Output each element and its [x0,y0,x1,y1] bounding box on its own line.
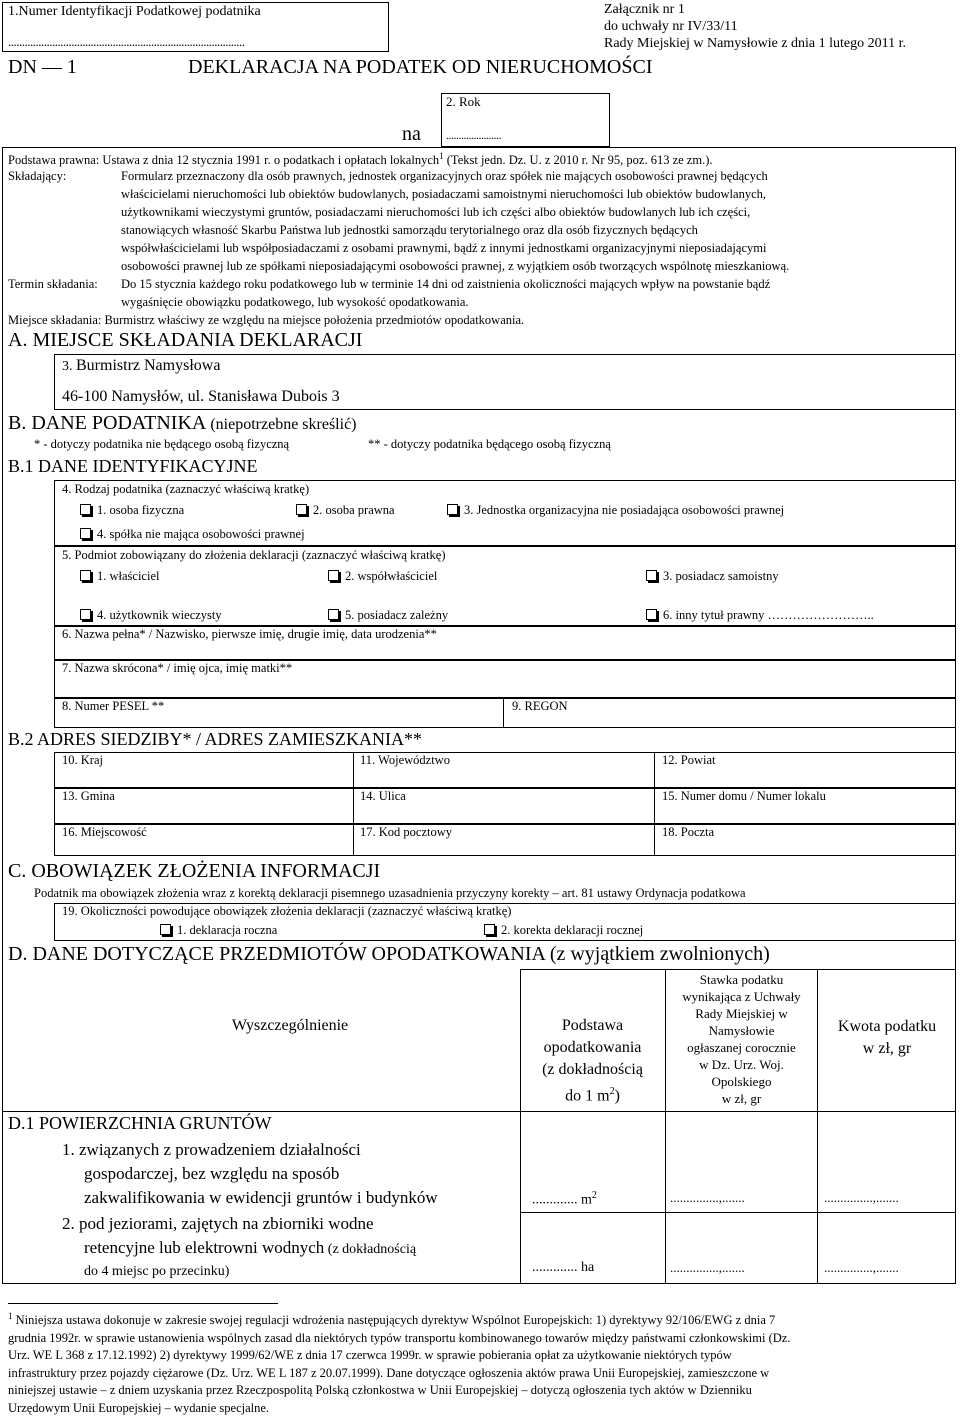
year-input[interactable]: ...................... [446,128,501,142]
d-col-stawka-l5: ogłaszanej corocznie [687,1040,796,1055]
legal-basis: Podstawa prawna: Ustawa z dnia 12 stycznia 1991 r. o podatkach i opłatach lokalnych$^1$ (Tekst jedn. Dz. U. z 2010 r. Nr 95, poz. 613 ze zm.). [8,151,713,168]
skladajacy-text-4: stanowiących własność Skarbu Państwa lub jednostki samorządu terytorialnego oraz dla osób fizycznych będących [121,223,698,237]
d-row1-base-input[interactable]: ............. $m^2$ [532,1190,597,1208]
field-9-label: 9. REGON [512,699,568,713]
option-osoba-prawna[interactable]: 2. osoba prawna [296,503,395,518]
d-row2-label-3: do 4 miejsc po przecinku) [84,1264,230,1279]
checkbox-icon [296,504,307,515]
d-col-kwota-l2: w zł, gr [862,1040,912,1057]
d-col-wyszczegolnienie: Wyszczególnienie [231,1017,349,1034]
section-b-title: B. DANE PODATNIKA (niepotrzebne skreślić) [8,412,357,434]
d-row2-label-2: retencyjne lub elektrowni wodnych (z dokładnością [84,1238,417,1257]
field-18-label: 18. Poczta [662,825,715,839]
note-natural-person: ** - dotyczy podatnika będącego osobą fizyczną [368,437,611,451]
burmistrz-num: 3. Burmistrz Namysłowa [62,357,221,374]
d-row1-rate-input[interactable]: ...............,....... [670,1190,745,1205]
d-col-kwota [818,1016,956,1060]
d-col-stawka-l8: w zł, gr [721,1091,762,1106]
option-inny-tytul[interactable]: 6. inny tytuł prawny …………………….. [646,608,874,623]
field-8-label: 8. Numer PESEL ** [62,699,165,713]
d-col-stawka-l4: Namysłowie [708,1023,775,1038]
d-col-stawka-l7: Opolskiego [711,1074,772,1089]
option-spolka[interactable]: 4. spółka nie mająca osobowości prawnej [80,527,305,542]
skladajacy-label: Składający: [8,169,67,183]
option-korekta-deklaracji[interactable]: 2. korekta deklaracji rocznej [484,923,643,938]
checkbox-icon [80,528,91,539]
d-col-stawka [666,971,817,1107]
annex-line-1: Załącznik nr 1 [604,2,685,17]
section-a-title: A. MIEJSCE SKŁADANIA DEKLARACJI [8,329,363,351]
b2-title: B.2 ADRES SIEDZIBY* / ADRES ZAMIESZKANIA** [8,729,423,749]
burmistrz-address: 46-100 Namysłów, ul. Stanisława Dubois 3 [62,388,340,405]
skladajacy-text-3: użytkownikami wieczystymi gruntów, posiadaczami nieruchomości lub ich części albo obiektów budowlanych lub ich części, [121,205,751,219]
checkbox-icon [80,609,91,620]
field-17-label: 17. Kod pocztowy [360,825,452,839]
checkbox-icon [328,570,339,581]
d-col-podstawa [520,1015,665,1107]
field-15-label: 15. Numer domu / Numer lokalu [662,789,826,803]
d-row2-amount-input[interactable]: ...............,....... [824,1260,899,1275]
d-table-top [520,969,956,970]
field-7-label: 7. Nazwa skrócona* / imię ojca, imię matki** [62,661,293,675]
field-16-label: 16. Miejscowość [62,825,147,839]
d-col-podstawa-l3: (z dokładnością [542,1061,643,1078]
form-code: DN — 1 [8,56,77,78]
checkbox-icon [80,570,91,581]
checkbox-icon [160,924,171,935]
option-uzytkownik-wieczysty[interactable]: 4. użytkownik wieczysty [80,608,222,623]
nip-input[interactable]: ...................................................................................... [8,34,245,49]
field-6-label: 6. Nazwa pełna* / Nazwisko, pierwsze imię, drugie imię, data urodzenia** [62,627,437,641]
footnote-line-1: $^1$ Niniejsza ustawa dokonuje w zakresie swojej regulacji wdrożenia następujących dyrektyw Wspólnot Europejskich: 1) dyrektywy 92/106/EWG z dnia 7 [8,1311,776,1328]
option-osoba-fizyczna[interactable]: 1. osoba fizyczna [80,503,184,518]
checkbox-icon [447,504,458,515]
field-12-label: 12. Powiat [662,753,716,767]
option-wlasciciel[interactable]: 1. właściciel [80,569,159,584]
d-row2-rate-input[interactable]: ...............,....... [670,1260,745,1275]
footnote-separator [8,1303,278,1304]
d-col-podstawa-l1: Podstawa [561,1017,624,1034]
na-label: na [402,123,421,145]
field-13-label: 13. Gmina [62,789,115,803]
d-col-stawka-l2: wynikająca z Uchwały [682,989,801,1004]
footnote-line-2: grudnia 1992r. w sprawie ustanowienia wspólnych zasad dla niektórych typów transportu kombinowanego towarów między państwami członkowskimi (Dz. [8,1330,791,1345]
field-14-label: 14. Ulica [360,789,406,803]
d-col-stawka-l6: w Dz. Urz. Woj. [699,1057,784,1072]
termin-label: Termin składania: [8,277,98,291]
option-deklaracja-roczna[interactable]: 1. deklaracja roczna [160,923,277,938]
d-row1-label-2: gospodarczej, bez względu na sposób [84,1164,340,1183]
field-11-label: 11. Województwo [360,753,450,767]
option-wspolwlasciciel[interactable]: 2. współwłaściciel [328,569,437,584]
d-header-bottom [2,1111,956,1112]
termin-text-2: wygaśnięcie obowiązku podatkowego, lub wysokość opodatkowania. [121,295,469,309]
checkbox-icon [646,570,657,581]
section-d-title: D. DANE DOTYCZĄCE PRZEDMIOTÓW OPODATKOWANIA (z wyjątkiem zwolnionych) [8,943,770,965]
skladajacy-text-5: współwłaścicielami lub współposiadaczami z osobami prawnymi, bądź z innymi jednostkami organizacyjnymi nieposiadającymi [121,241,767,255]
option-jednostka-org[interactable]: 3. Jednostka organizacyjna nie posiadająca osobowości prawnej [447,503,784,518]
field-10-label: 10. Kraj [62,753,103,767]
d-row1-label-3: zakwalifikowania w ewidencji gruntów i budynków [84,1188,438,1207]
footnote-line-6: Urzędowym Unii Europejskiej – wydanie specjalne. [8,1400,270,1415]
d-row1-label-1: 1. związanych z prowadzeniem działalności [62,1140,361,1159]
d-col-podstawa-l2: opodatkowania [543,1039,642,1056]
field-5-label: 5. Podmiot zobowiązany do złożenia deklaracji (zaznaczyć właściwą kratkę) [62,548,446,562]
annex-line-3: Rady Miejskiej w Namysłowie z dnia 1 lutego 2011 r. [604,36,906,51]
form-title: DEKLARACJA NA PODATEK OD NIERUCHOMOŚCI [188,56,653,78]
section-c-note: Podatnik ma obowiązek złożenia wraz z korektą deklaracji pisemnego uzasadnienia przyczyny korekty – art. 81 ustawy Ordynacja podatkowa [34,886,746,900]
d-row1-amount-input[interactable]: ...............,....... [824,1190,899,1205]
year-label: 2. Rok [446,94,481,109]
field-19-label: 19. Okoliczności powodujące obowiązek złożenia deklaracji (zaznaczyć właściwą kratkę) [62,904,512,918]
d1-title: D.1 POWIERZCHNIA GRUNTÓW [8,1113,272,1133]
checkbox-icon [328,609,339,620]
note-legal-person: * - dotyczy podatnika nie będącego osobą fizyczną [34,437,290,451]
skladajacy-text-6: osobowości prawnej lub ze spółkami nieposiadającymi osobowości prawnej, z wyjątkiem osób tworzących wspólnotę mieszkaniową. [121,259,790,273]
skladajacy-text-2: właścicielami nieruchomości lub obiektów budowlanych, posiadaczami samoistnymi nieruchomości lub obiektów budowlanych, [121,187,766,201]
annex-line-2: do uchwały nr IV/33/11 [604,19,738,34]
d-col-podstawa-l4: do 1 $m^2$) [565,1086,620,1105]
option-posiadacz-samoistny[interactable]: 3. posiadacz samoistny [646,569,779,584]
footnote-line-4: infrastruktury przez pojazdy ciężarowe (Dz. Urz. WE L 187 z 20.07.1999). Dane dotyczące ogłoszenia aktów prawa Unii Europejskiej, zamieszczone w [8,1365,770,1380]
d-col-stawka-l3: Rady Miejskiej w [695,1006,788,1021]
d-col-stawka-l1: Stawka podatku [699,972,784,987]
footnote-line-5: niniejszej ustawie – z dniem uzyskania przez Rzeczpospolitą Polską członkostwa w Unii Europejskiej – dotyczą ogłoszenia tych aktów w Dzienniku [8,1383,752,1398]
checkbox-icon [646,609,657,620]
footnote [8,1308,952,1417]
d-row2-base-input[interactable]: ............. ha [532,1260,595,1275]
d-row2-label-1: 2. pod jeziorami, zajętych na zbiorniki wodne [62,1214,374,1233]
field-9-box[interactable] [503,698,956,728]
checkbox-icon [484,924,495,935]
miejsce-skladania: Miejsce składania: Burmistrz właściwy ze względu na miejsce położenia przedmiotów opodatkowania. [8,313,525,327]
option-posiadacz-zalezny[interactable]: 5. posiadacz zależny [328,608,448,623]
field-4-label: 4. Rodzaj podatnika (zaznaczyć właściwą kratkę) [62,482,310,496]
d-col-kwota-l1: Kwota podatku [837,1018,937,1035]
section-c-title: C. OBOWIĄZEK ZŁOŻENIA INFORMACJI [8,860,381,882]
b1-title: B.1 DANE IDENTYFIKACYJNE [8,456,258,476]
skladajacy-text-1: Formularz przeznaczony dla osób prawnych, jednostek organizacyjnych oraz spółek nie mających osobowości prawnej będących [121,169,768,183]
nip-label: 1.Numer Identyfikacji Podatkowej podatnika [8,4,261,19]
checkbox-icon [80,504,91,515]
d-row1-bottom [520,1212,956,1213]
termin-text-1: Do 15 stycznia każdego roku podatkowego lub w terminie 14 dni od zaistnienia okoliczności mających wpływ na powstanie bądź [121,277,771,291]
footnote-line-3: Urz. WE L 368 z 17.12.1992) 2) dyrektywy 1999/62/WE z dnia 17 czerwca 1999r. w sprawie pobierania opłat za użytkowanie niektórych typów [8,1348,732,1363]
